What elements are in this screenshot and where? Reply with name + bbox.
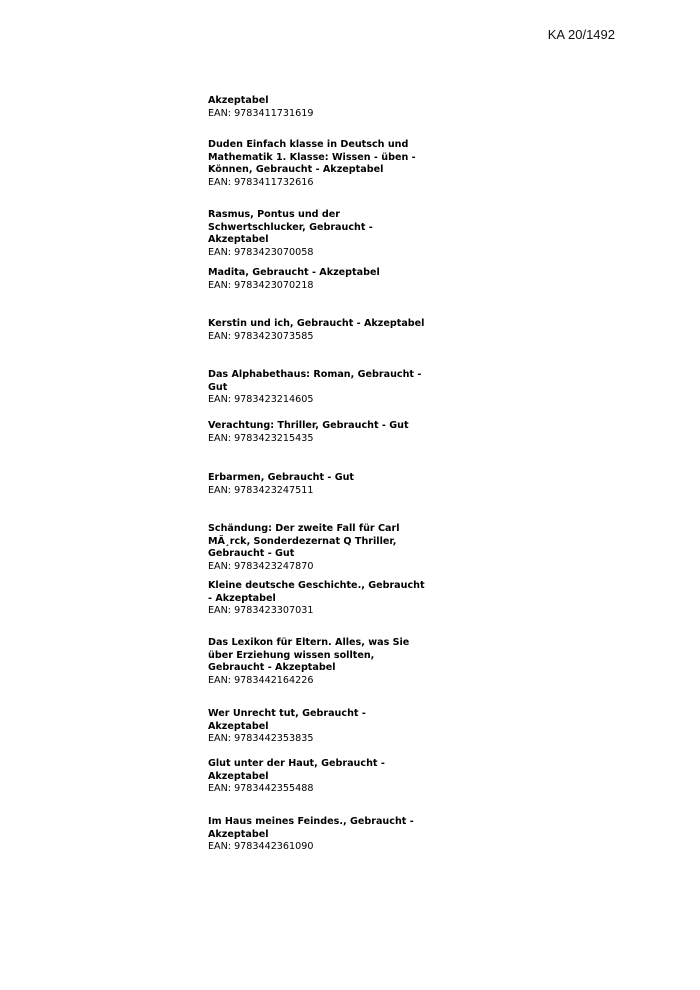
list-item	[208, 523, 428, 573]
item-ean: EAN: 9783411732616	[208, 176, 314, 188]
item-title: Verachtung: Thriller, Gebraucht - Gut	[208, 420, 409, 431]
item-title: Wer Unrecht tut, Gebraucht - Akzeptabel	[208, 708, 366, 732]
list-item	[208, 580, 428, 618]
item-ean: EAN: 9783442353835	[208, 733, 314, 745]
item-ean: EAN: 9783423247870	[208, 560, 314, 572]
list-item	[208, 369, 428, 407]
list-item	[208, 472, 428, 497]
item-title: Im Haus meines Feindes., Gebraucht - Akzeptabel	[208, 816, 414, 840]
document-reference: KA 20/1492	[547, 27, 615, 42]
list-item	[208, 95, 428, 120]
item-ean: EAN: 9783423073585	[208, 330, 314, 342]
list-item	[208, 318, 428, 343]
item-ean: EAN: 9783423247511	[208, 484, 314, 496]
item-title: Kleine deutsche Geschichte., Gebraucht - Akzeptabel	[208, 580, 425, 604]
item-ean: EAN: 9783423214605	[208, 394, 314, 406]
item-ean: EAN: 9783423070058	[208, 246, 314, 258]
list-item	[208, 637, 428, 687]
item-ean: EAN: 9783442361090	[208, 841, 314, 853]
item-title: Erbarmen, Gebraucht - Gut	[208, 472, 355, 483]
item-ean: EAN: 9783423215435	[208, 432, 314, 444]
list-item	[208, 708, 428, 746]
item-ean: EAN: 9783442164226	[208, 674, 314, 686]
item-title: Duden Einfach klasse in Deutsch und Mathematik 1. Klasse: Wissen - üben - Können, Gebraucht - Akzeptabel	[208, 139, 416, 176]
item-title: Das Lexikon für Eltern. Alles, was Sie über Erziehung wissen sollten, Gebraucht - Akzeptabel	[208, 637, 410, 674]
list-item	[208, 420, 428, 445]
list-item	[208, 139, 428, 189]
item-title: Akzeptabel	[208, 95, 269, 106]
list-item	[208, 267, 428, 292]
list-item	[208, 758, 428, 796]
item-title: Glut unter der Haut, Gebraucht - Akzeptabel	[208, 758, 385, 782]
item-ean: EAN: 9783411731619	[208, 107, 314, 119]
list-item	[208, 209, 428, 259]
item-title: Madita, Gebraucht - Akzeptabel	[208, 267, 380, 278]
item-title: Rasmus, Pontus und der Schwertschlucker, Gebraucht - Akzeptabel	[208, 209, 373, 246]
item-title: Das Alphabethaus: Roman, Gebraucht - Gut	[208, 369, 422, 393]
item-ean: EAN: 9783442355488	[208, 783, 314, 795]
item-ean: EAN: 9783423307031	[208, 605, 314, 617]
item-ean: EAN: 9783423070218	[208, 279, 314, 291]
item-title: Kerstin und ich, Gebraucht - Akzeptabel	[208, 318, 425, 329]
item-title: Schändung: Der zweite Fall für Carl MÃ¸rck, Sonderdezernat Q Thriller, Gebraucht - Gut	[208, 523, 400, 560]
list-item	[208, 816, 428, 854]
